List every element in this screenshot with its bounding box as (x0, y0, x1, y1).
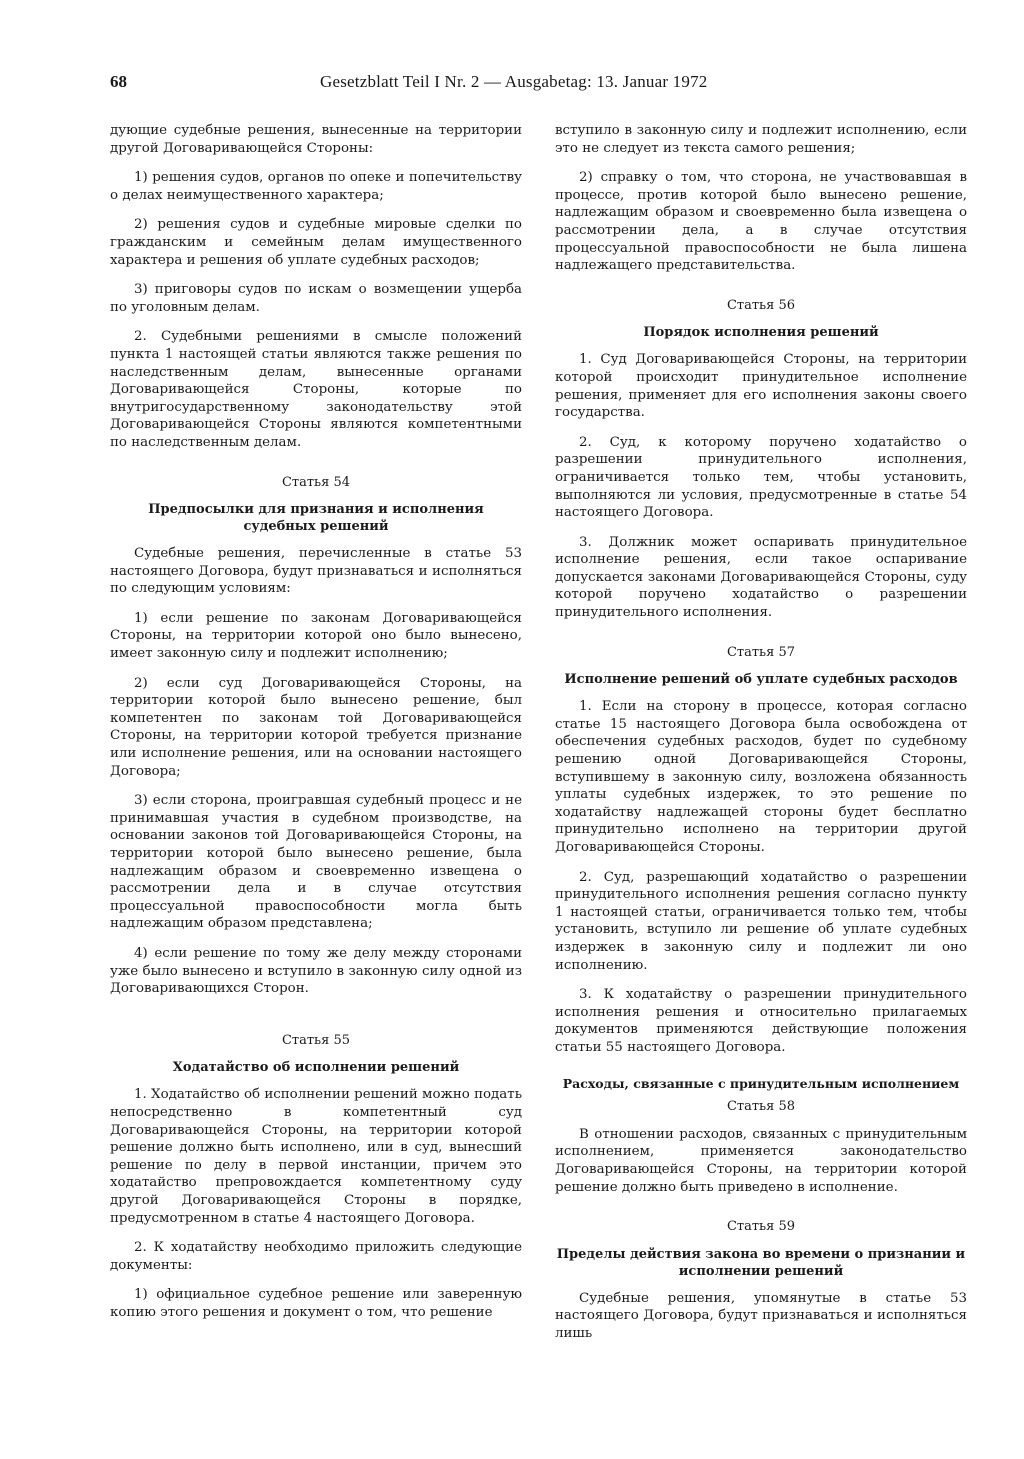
paragraph: Судебные решения, упомянутые в статье 53 настоящего Договора, будут признаваться и исполняться лишь (555, 1290, 967, 1341)
paragraph: 2. Суд, разрешающий ходатайство о разрешении принудительного исполнения решения согласно пункту 1 настоящей статьи, ограничивается только тем, чтобы установить, вступило ли решение об уплате судебных издержек в законную силу и подлежит ли оно исполнению. (555, 869, 967, 973)
paragraph: дующие судебные решения, вынесенные на территории другой Договаривающейся Стороны: (110, 123, 522, 156)
paragraph: 2. Судебными решениями в смысле положений пункта 1 настоящей статьи являются также решения по наследственным делам, вынесенные органами Договаривающейся Стороны, которые по внутригосударственному законодательству этой Договаривающейся Стороны являются компетентными по наследственным делам. (110, 329, 522, 450)
paragraph: 3) приговоры судов по искам о возмещении ущерба по уголовным делам. (110, 282, 522, 315)
paragraph: 1. Суд Договаривающейся Стороны, на территории которой происходит принудительное исполнение решения, применяет для его исполнения законы своего государства. (555, 352, 967, 421)
paragraph: В отношении расходов, связанных с принудительным исполнением, применяется законодательство Договаривающейся Стороны, на территории которой решение должно быть приведено в исполнение. (555, 1126, 967, 1195)
article-57-heading: Исполнение решений об уплате судебных расходов (564, 672, 958, 688)
paragraph: 1. Ходатайство об исполнении решений можно подать непосредственно в компетентный суд Договаривающейся Стороны, на территории которой решение должно быть исполнено, или в суд, вынесший решение по делу в первой инстанции, причем это ходатайство препровождается компетентному суду другой Договаривающейся Стороны в порядке, предусмотренном в статье 4 настоящего Договора. (110, 1087, 522, 1226)
paragraph: 1) официальное судебное решение или заверенную копию этого решения и документ о том, что решение (110, 1287, 522, 1320)
article-54-heading: Предпосылки для признания и исполнения судебных решений (148, 502, 484, 535)
paragraph: 1. Если на сторону в процессе, которая согласно статье 15 настоящего Договора была освобождена от обеспечения судебных расходов, будет по судебному решению одной Договаривающейся Стороны, вступившему в законную силу, возложена обязанность уплаты судебных издержек, то это решение по ходатайству надлежащей стороны будет бесплатно принудительно исполнено на территории другой Договаривающейся Стороны. (555, 699, 967, 855)
paragraph: 1) решения судов, органов по опеке и попечительству о делах неимущественного характера; (110, 170, 522, 203)
page-number: 68 (110, 72, 127, 91)
left-column (110, 122, 522, 1333)
paragraph: 2) решения судов и судебные мировые сделки по гражданским и семейным делам имущественного характера и решения об уплате судебных расходов; (110, 217, 522, 268)
page-header (110, 72, 966, 100)
paragraph: 4) если решение по тому же делу между сторонами уже было вынесено и вступило в законную силу одной из Договаривающихся Сторон. (110, 945, 522, 997)
paragraph: 2. Суд, к которому поручено ходатайство о разрешении принудительного исполнения, ограничивается только тем, чтобы установить, выполняются ли условия, предусмотренные в статье 54 настоящего Договора. (555, 434, 967, 521)
section-heading: Расходы, связанные с принудительным исполнением (562, 1075, 960, 1091)
article-55-heading: Ходатайство об исполнении решений (172, 1060, 460, 1076)
paragraph: 2) справку о том, что сторона, не участвовавшая в процессе, против которой было вынесено решение, надлежащим образом и своевременно была извещена о рассмотрении дела, а в случае отсутствия процессуальной правоспособности не была лишена надлежащего представительства. (555, 170, 967, 274)
paragraph: 3) если сторона, проигравшая судебный процесс и не принимавшая участия в судебном производстве, на основании законов той Договаривающейся Стороны, на территории которой было вынесено решение, была надлежащим образом и своевременно извещена о рассмотрении дела и в случае отсутствия процессуальной правоспособности могла быть надлежащим образом представлена; (110, 793, 522, 932)
paragraph: вступило в законную силу и подлежит исполнению, если это не следует из текста самого решения; (555, 123, 967, 156)
article-57-title: Статья 57 (726, 644, 796, 660)
paragraph: 2) если суд Договаривающейся Стороны, на территории которой было вынесено решение, был компетентен по законам той Договаривающейся Стороны, на территории которой требуется признание или исполнение решения, или на основании настоящего Договора; (110, 675, 522, 779)
article-56-heading: Порядок исполнения решений (643, 325, 879, 341)
paragraph: 3. К ходатайству о разрешении принудительного исполнения решения и относительно прилагаемых документов применяются действующие положения статьи 55 настоящего Договора. (555, 987, 967, 1055)
article-56-title: Статья 56 (726, 297, 796, 313)
paragraph: 2. К ходатайству необходимо приложить следующие документы: (110, 1240, 522, 1273)
article-59-title: Статья 59 (726, 1219, 796, 1235)
right-column (555, 122, 967, 1354)
paragraph: 3. Должник может оспаривать принудительное исполнение решения, если такое оспаривание допускается законами Договаривающейся Стороны, суду которой поручено ходатайство о разрешении принудительного исполнения. (555, 534, 967, 621)
article-58-title: Статья 58 (726, 1099, 796, 1115)
article-59-heading: Пределы действия закона во времени о признании и исполнении решений (556, 1246, 966, 1279)
article-54-title: Статья 54 (281, 474, 351, 490)
paragraph: Судебные решения, перечисленные в статье 53 настоящего Договора, будут признаваться и исполняться по следующим условиям: (110, 546, 522, 597)
article-55-title: Статья 55 (281, 1032, 351, 1048)
running-title: Gesetzblatt Teil I Nr. 2 — Ausgabetag: 13. Januar 1972 (320, 72, 708, 91)
paragraph: 1) если решение по законам Договаривающейся Стороны, на территории которой оно было вынесено, имеет законную силу и подлежит исполнению; (110, 610, 522, 662)
